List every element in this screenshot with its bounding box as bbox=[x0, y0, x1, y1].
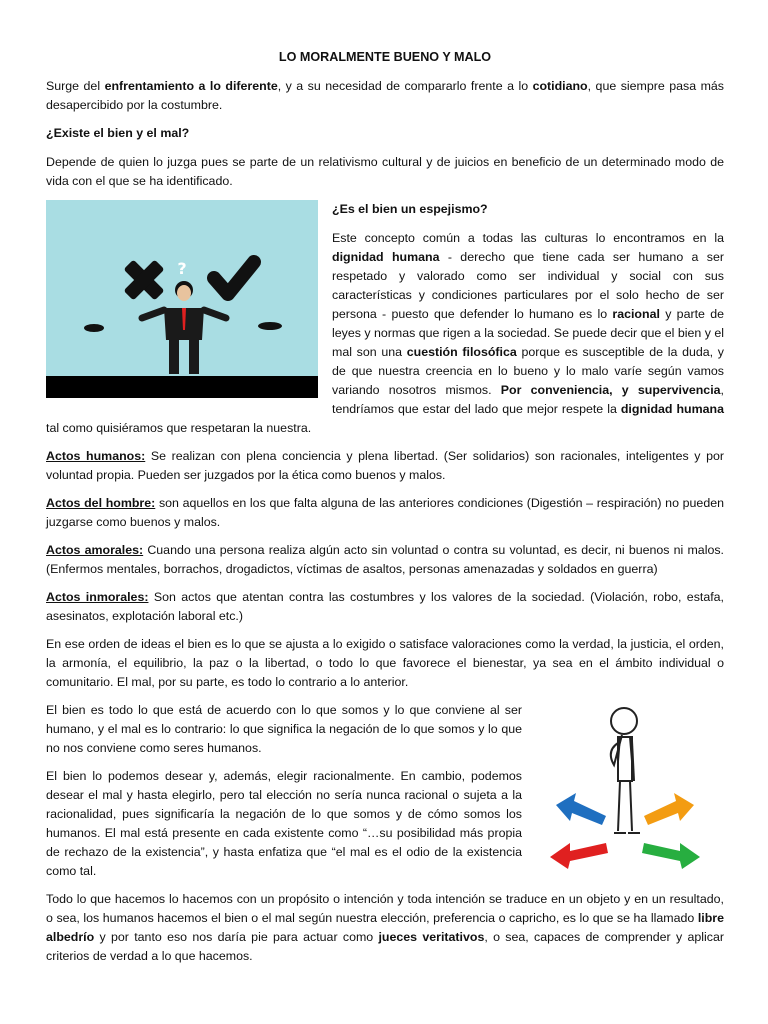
paragraph-dignity: Este concepto común a todas las culturas lo encontramos en la dignidad humana - derecho que tiene cada ser humano a ser respetado y valorado como ser individual y social con sus características y condiciones particulares por el solo hecho de ser persona - puesto que defender lo humano es lo racional y parte de leyes y normas que rigen a la sociedad. Se puede decir que el bien y el mal son una cuestión filosófica porque es susceptible de la duda, y de que nuestra creencia en lo bueno y lo malo varíe según vamos variando nosotros mismos. Por conveniencia, y supervivencia, tendríamos que estar del lado que mejor respete la dignidad humana tal como quisiéramos que respetaran la nuestra. bbox=[46, 231, 725, 435]
paragraph-good-is: El bien es todo lo que está de acuerdo con lo que somos y lo que conviene al ser humano, y el mal es lo contrario: lo que significa la negación de lo que somos y lo que no nos conviene como seres humanos. bbox=[46, 703, 522, 755]
paragraph-values: En ese orden de ideas el bien es lo que se ajusta a lo exigido o satisface valoraciones como la verdad, la justicia, el orden, la armonía, el equilibrio, la paz o la libertad, o todo lo que favorece el bienestar, ya sea en el ámbito individual o comunitario. El mal, por su parte, es todo lo contrario a lo anterior. bbox=[46, 637, 724, 689]
acto-hombre: Actos del hombre: son aquellos en los que falta alguna de las anteriores condiciones (Digestión – respiración) no pueden juzgarse como buenos y malos. bbox=[46, 496, 724, 529]
question-heading-1: ¿Existe el bien y el mal? bbox=[46, 126, 190, 140]
paragraph-free-will: Todo lo que hacemos lo hacemos con un propósito o intención y toda intención se traduce en un objeto y en un resultado, o sea, los humanos hacemos el bien o el mal según nuestra elección, preferencia o capricho, es lo que se ha llamado libre albedrío y por tanto eso nos daría pie para actuar como jueces veritativos, o sea, capaces de comprender y aplicar criterios de verdad a lo que hacemos. bbox=[46, 892, 724, 963]
acto-humanos: Actos humanos: Se realizan con plena conciencia y plena libertad. (Ser solidarios) son racionales, inteligentes y por voluntad propia. Pueden ser juzgados por la ética como buenos y malos. bbox=[46, 449, 724, 482]
question-heading-2: ¿Es el bien un espejismo? bbox=[332, 202, 488, 216]
thinking-person-arrows-illustration bbox=[544, 701, 724, 876]
document-title: LO MORALMENTE BUENO Y MALO bbox=[278, 50, 492, 64]
document-page bbox=[46, 48, 724, 975]
good-evil-illustration bbox=[46, 200, 318, 398]
paragraph-relativism: Depende de quien lo juzga pues se parte de un relativismo cultural y de juicios en beneficio de un determinado modo de vida con el que se ha identificado. bbox=[46, 155, 724, 188]
svg-text:?: ? bbox=[177, 259, 187, 278]
intro-paragraph: Surge del enfrentamiento a lo diferente, y a su necesidad de compararlo frente a lo cotidiano, que siempre pasa más desapercibido por la costumbre. bbox=[46, 79, 725, 112]
paragraph-desire: El bien lo podemos desear y, además, elegir racionalmente. En cambio, podemos desear el mal y hasta elegirlo, pero tal elección no sería nunca racional o sujeta a la racionalidad, pues significaría la negación de lo que somos y de cómo somos los humanos. El mal está presente en cada existente como “…su posibilidad más propia de rechazo de la existencia”, y hasta enfatiza que “el mal es el odio de la existencia como tal. bbox=[46, 769, 522, 878]
acto-amorales: Actos amorales: Cuando una persona realiza algún acto sin voluntad o contra su voluntad, es decir, ni buenos ni malos. (Enfermos mentales, borrachos, drogadictos, víctimas de asaltos, personas amenazadas y soldados en guerra) bbox=[46, 543, 724, 576]
acto-inmorales: Actos inmorales: Son actos que atentan contra las costumbres y los valores de la sociedad. (Violación, robo, estafa, asesinatos, explotación laboral etc.) bbox=[46, 590, 724, 623]
